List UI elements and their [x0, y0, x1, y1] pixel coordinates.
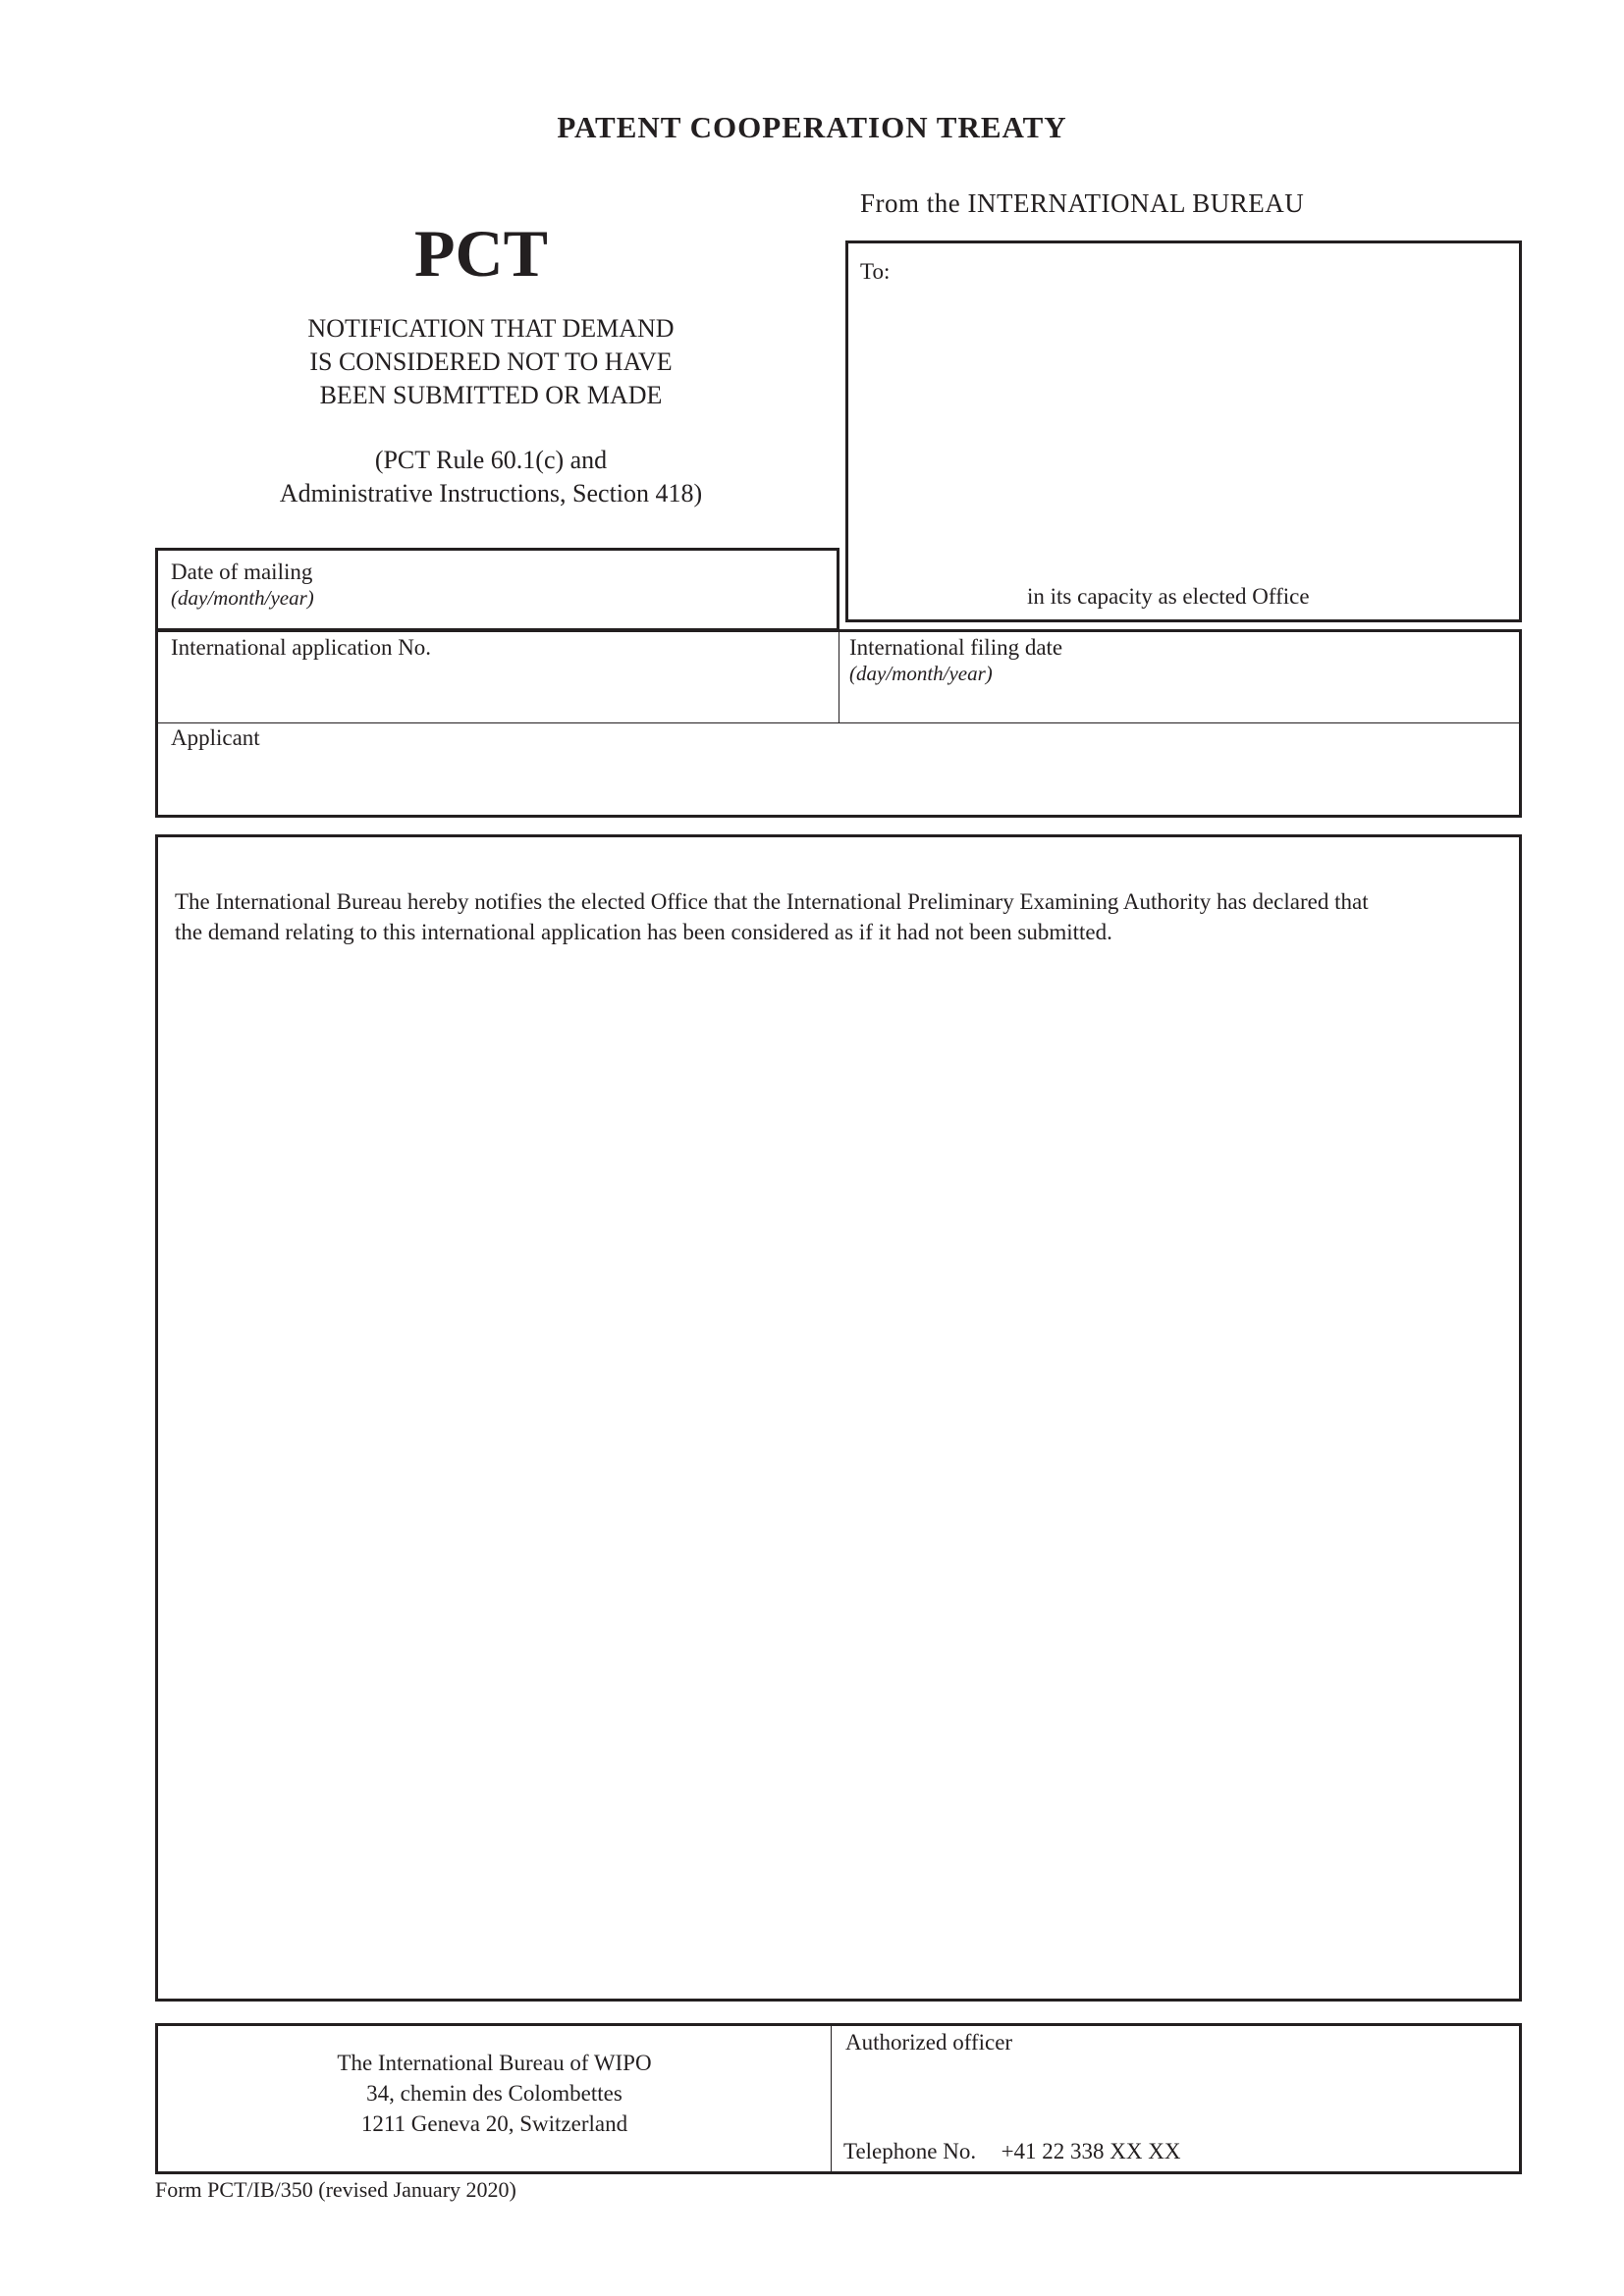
- pct-acronym: PCT: [414, 216, 548, 291]
- notification-title-line: IS CONSIDERED NOT TO HAVE: [309, 347, 673, 376]
- authorized-officer-label: Authorized officer: [845, 2030, 1013, 2055]
- notice-text-line: The International Bureau hereby notifies the elected Office that the International Preliminary Examining Authority has declared that: [175, 889, 1369, 914]
- filing-date-field[interactable]: [840, 632, 1519, 721]
- rule-reference: [196, 444, 785, 510]
- notice-text-line: the demand relating to this international application has been considered as if it had not been submitted.: [175, 920, 1112, 944]
- from-line: From the INTERNATIONAL BUREAU: [860, 188, 1305, 218]
- date-of-mailing-format: (day/month/year): [171, 586, 314, 610]
- applicant-field[interactable]: [158, 724, 1519, 815]
- application-no-field[interactable]: [158, 632, 838, 721]
- notification-title: [196, 312, 785, 412]
- form-id: Form PCT/IB/350 (revised January 2020): [155, 2177, 516, 2202]
- footer-column-divider: [831, 2023, 832, 2174]
- rule-reference-line: Administrative Instructions, Section 418): [279, 479, 703, 507]
- office-address-line: 34, chemin des Colombettes: [366, 2081, 623, 2106]
- filing-date-format: (day/month/year): [849, 662, 993, 685]
- telephone-label: Telephone No.: [843, 2139, 977, 2163]
- office-address: [158, 2048, 831, 2139]
- treaty-title: PATENT COOPERATION TREATY: [557, 110, 1067, 144]
- notice-text: [175, 886, 1369, 947]
- capacity-note: in its capacity as elected Office: [1027, 584, 1310, 609]
- notification-title-line: BEEN SUBMITTED OR MADE: [319, 381, 663, 409]
- office-address-line: The International Bureau of WIPO: [337, 2051, 652, 2075]
- rule-reference-line: (PCT Rule 60.1(c) and: [374, 446, 608, 474]
- addressee-box[interactable]: [845, 240, 1522, 622]
- filing-date-label: International filing date: [849, 635, 1063, 660]
- authorized-officer-field[interactable]: [834, 2059, 1519, 2133]
- telephone-value: +41 22 338 XX XX: [1001, 2139, 1181, 2163]
- application-no-label: International application No.: [171, 635, 432, 660]
- notification-title-line: NOTIFICATION THAT DEMAND: [307, 314, 675, 343]
- date-of-mailing-label: Date of mailing: [171, 560, 313, 584]
- applicant-label: Applicant: [171, 725, 260, 750]
- office-address-line: 1211 Geneva 20, Switzerland: [360, 2111, 628, 2136]
- to-label: To:: [860, 259, 891, 284]
- notice-box: [155, 834, 1522, 2002]
- telephone-line: [843, 2139, 1181, 2164]
